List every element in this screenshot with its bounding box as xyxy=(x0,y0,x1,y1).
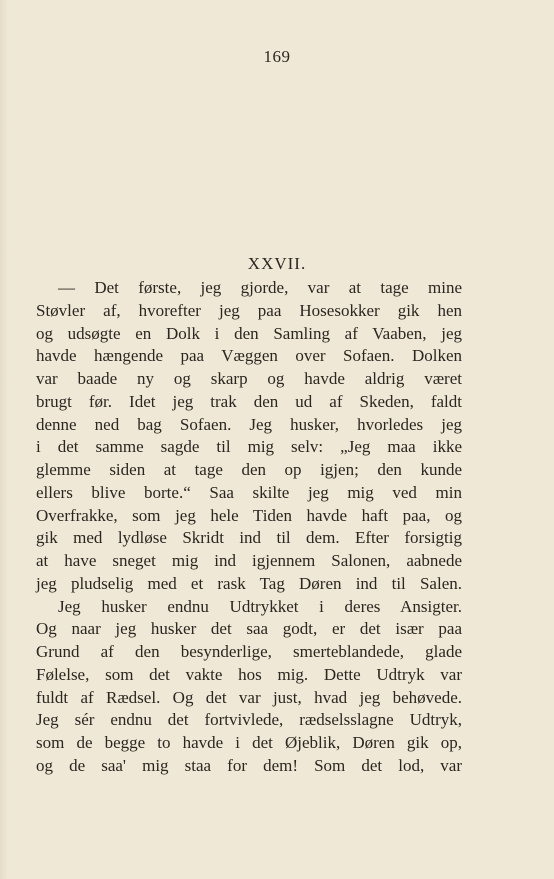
text-line: — Det første, jeg gjorde, var at tage mine xyxy=(58,278,462,297)
body-text xyxy=(36,277,462,778)
text-line: ellers blive borte.“ Saa skilte jeg mig ved min xyxy=(36,482,462,502)
text-line: som de begge to havde i det Øjeblik, Døren gik op, xyxy=(36,733,462,752)
text-line: i det samme sagde til mig selv: „Jeg maa ikke xyxy=(36,437,462,457)
text-line: Jeg husker endnu Udtrykket i deres Ansigter. xyxy=(58,596,462,616)
page-edge xyxy=(0,0,8,879)
text-line: var baade ny og skarp og havde aldrig været xyxy=(36,369,462,388)
text-line: at have sneget mig ind igjennem Salonen, aabnede xyxy=(36,551,462,570)
text-line: Grund af den besynderlige, smerteblandede, glade xyxy=(36,642,462,661)
text-line: brugt før. Idet jeg trak den ud af Skeden, faldt xyxy=(36,391,462,411)
text-line: og de saa' mig staa for dem! Som det lod, var xyxy=(36,755,462,775)
chapter-heading: XXVII. xyxy=(247,254,307,273)
text-line: Og naar jeg husker det saa godt, er det især paa xyxy=(36,619,462,639)
text-line: gik med lydløse Skridt ind til dem. Efter forsigtig xyxy=(36,528,462,548)
text-line: jeg pludselig med et rask Tag Døren ind til Salen. xyxy=(36,573,462,593)
text-line: Jeg sér endnu det fortvivlede, rædselsslagne Udtryk, xyxy=(36,710,462,730)
text-line: havde hængende paa Væggen over Sofaen. Dolken xyxy=(36,346,462,366)
page-number: 169 xyxy=(263,47,291,66)
text-line: Følelse, som det vakte hos mig. Dette Udtryk var xyxy=(36,664,462,684)
text-line: denne ned bag Sofaen. Jeg husker, hvorledes jeg xyxy=(36,414,462,434)
text-line: glemme siden at tage den op igjen; den kunde xyxy=(36,460,462,479)
text-line: Støvler af, hvorefter jeg paa Hosesokker gik hen xyxy=(36,300,462,320)
text-line: Overfrakke, som jeg hele Tiden havde haft paa, og xyxy=(36,505,462,525)
text-line: og udsøgte en Dolk i den Samling af Vaaben, jeg xyxy=(36,323,462,343)
text-line: fuldt af Rædsel. Og det var just, hvad jeg behøvede. xyxy=(36,687,462,707)
